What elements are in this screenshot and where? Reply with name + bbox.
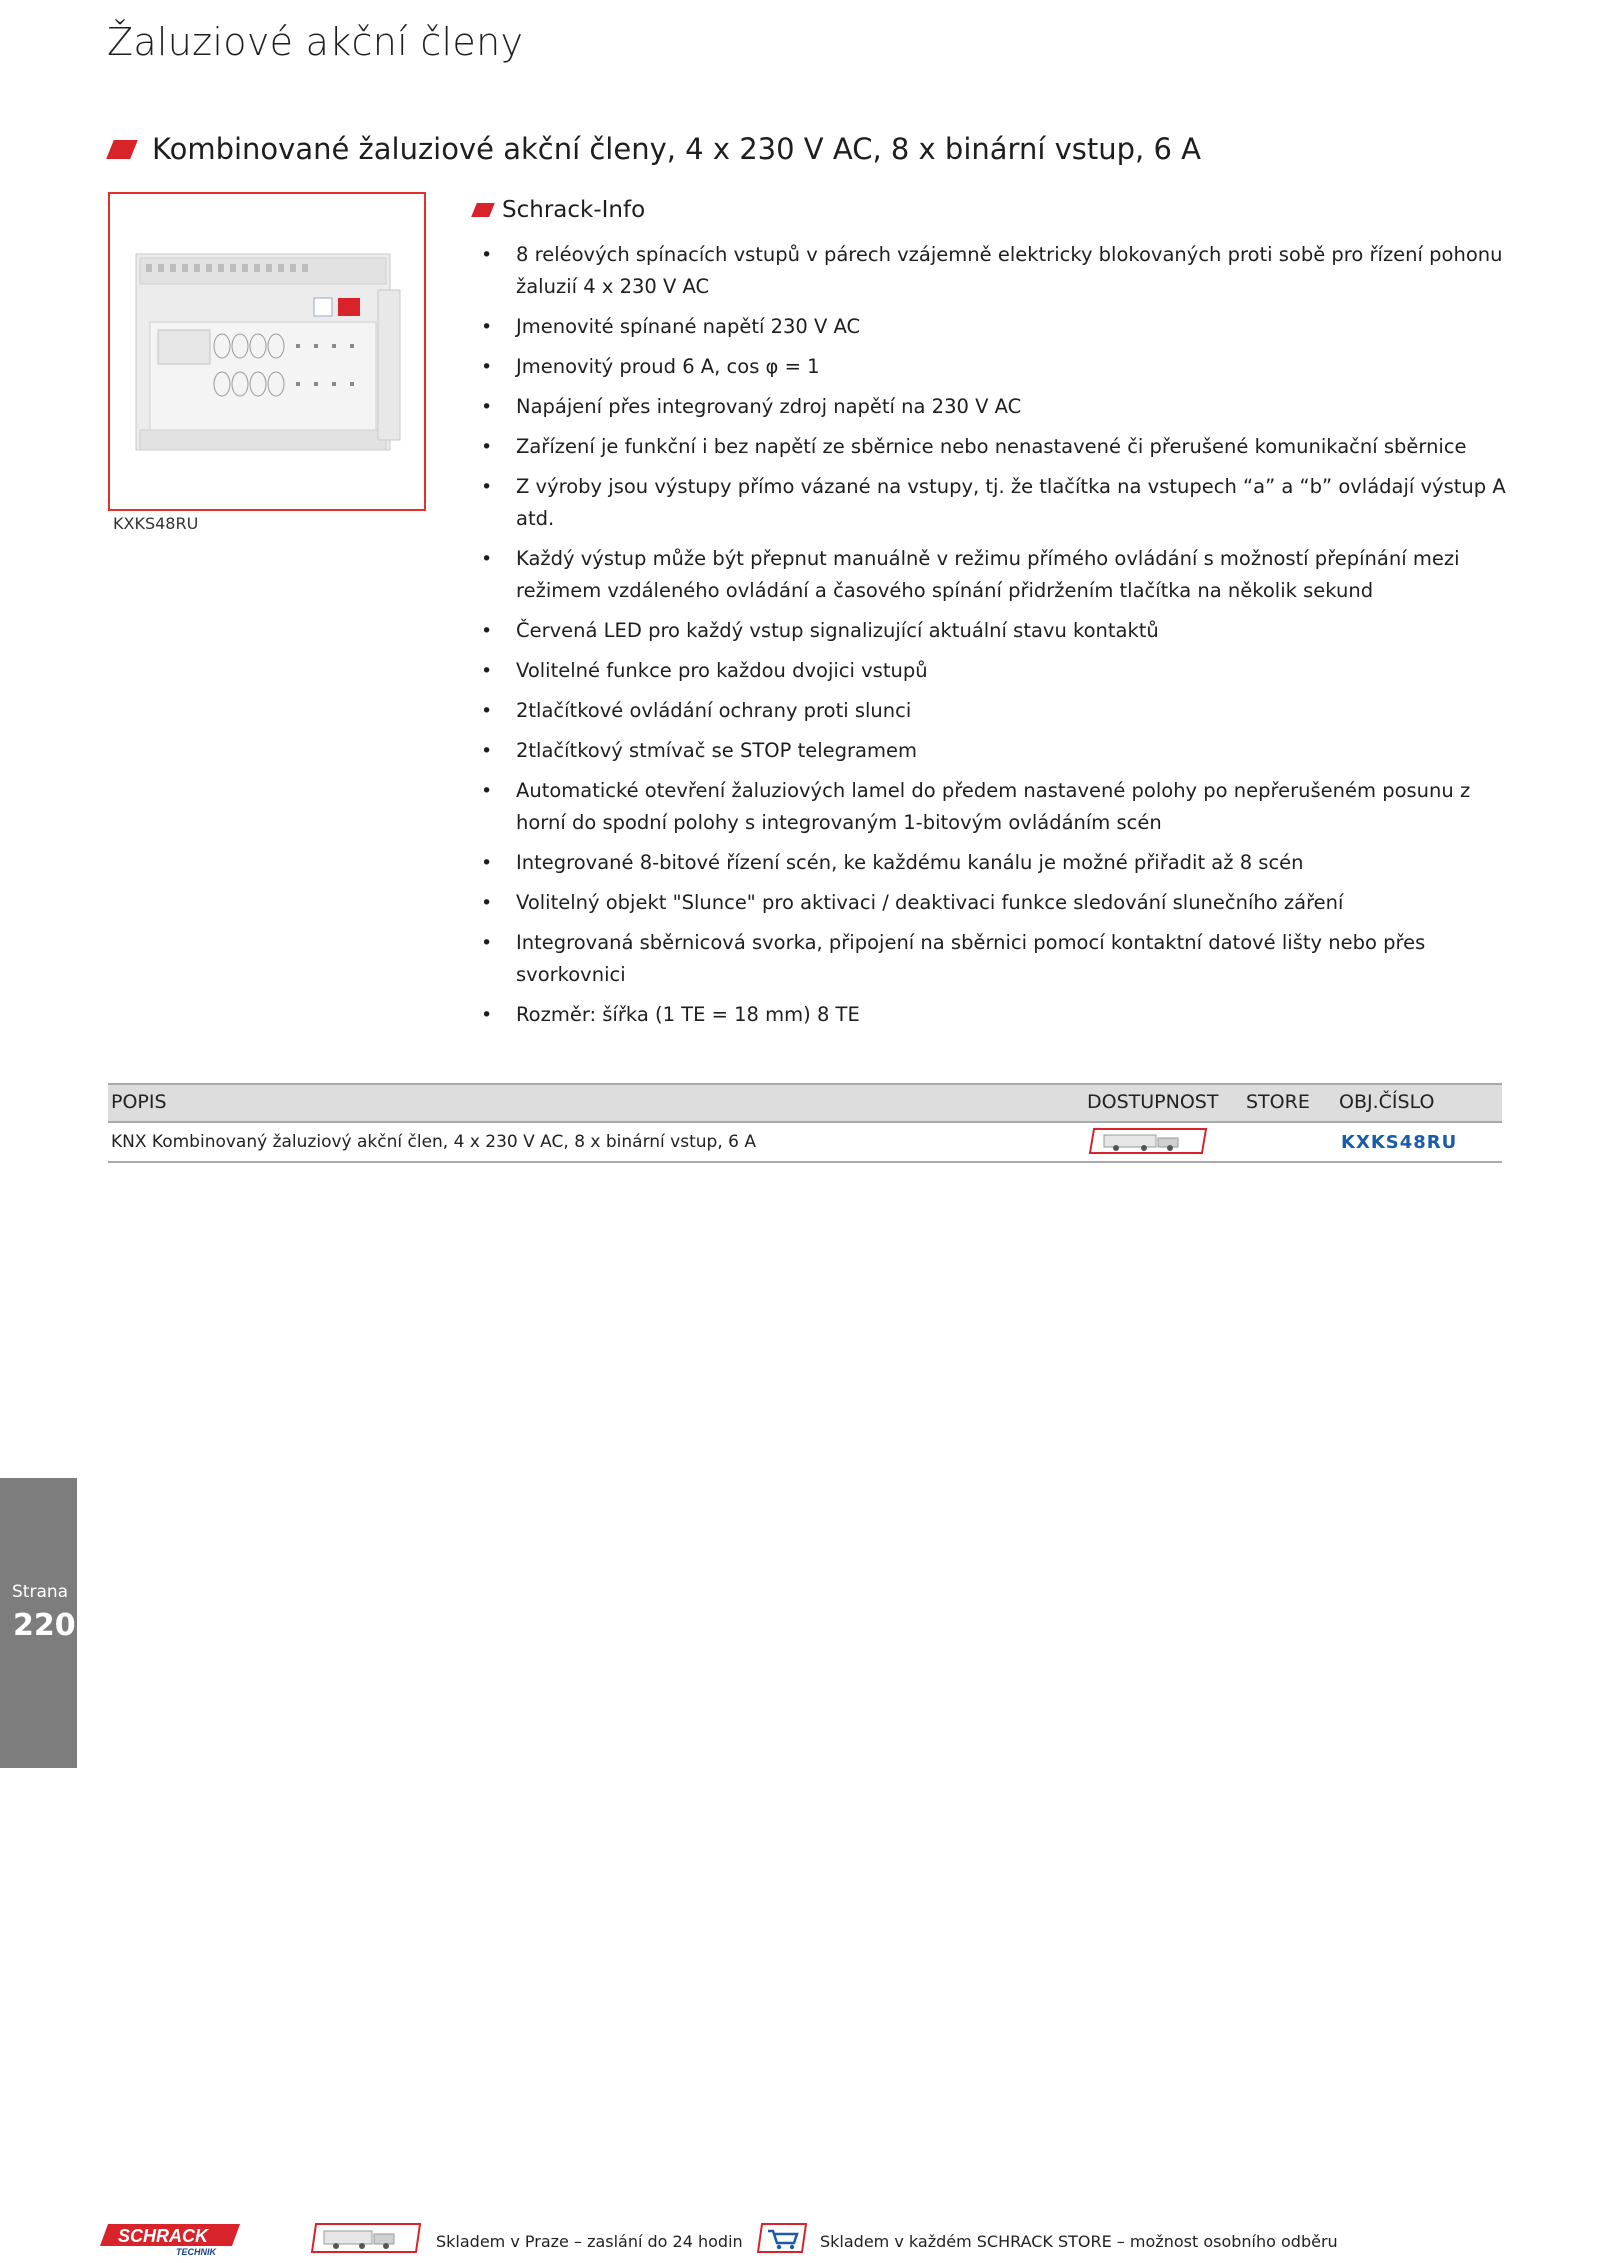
feature-item: • Volitelné funkce pro každou dvojici vstupů: [516, 655, 1506, 687]
feature-item: • Integrované 8-bitové řízení scén, ke každému kanálu je možné přiřadit až 8 scén: [516, 847, 1506, 879]
feature-item: • Napájení přes integrovaný zdroj napětí na 230 V AC: [516, 391, 1506, 423]
store-legend-text: Skladem v každém SCHRACK STORE – možnost osobního odběru: [820, 2232, 1338, 2251]
table-row: [108, 1123, 1502, 1163]
feature-item: • Každý výstup může být přepnut manuálně v režimu přímého ovládání s možností přepínání mezi režimem vzdáleného ovládání a časového spínání přidržením tlačítka na několik sekund: [516, 543, 1506, 607]
feature-item: • Zařízení je funkční i bez napětí ze sběrnice nebo nenastavené či přerušené komunikační sběrnice: [516, 431, 1506, 463]
section-marker-icon: [106, 140, 138, 159]
column-header-store: STORE: [1246, 1091, 1310, 1113]
column-header-order-no: OBJ.ČÍSLO: [1339, 1091, 1435, 1113]
section-title: Kombinované žaluziové akční členy, 4 x 230 V AC, 8 x binární vstup, 6 A: [152, 132, 1201, 166]
info-heading: [474, 197, 645, 223]
section-heading: [110, 132, 1201, 166]
delivery-truck-icon: [1088, 1127, 1208, 1155]
page-number: 220: [13, 1608, 76, 1643]
knx-actuator-device-image: [110, 194, 424, 509]
page-label: Strana: [12, 1582, 69, 1602]
footer: [98, 2220, 1518, 2260]
feature-item: • Červená LED pro každý vstup signalizující aktuální stavu kontaktů: [516, 615, 1506, 647]
feature-item: • Jmenovitý proud 6 A, cos φ = 1: [516, 351, 1506, 383]
feature-item: • Rozměr: šířka (1 TE = 18 mm) 8 TE: [516, 999, 1506, 1031]
svg-text:SCHRACK: SCHRACK: [118, 2226, 208, 2246]
feature-item: • Jmenovité spínané napětí 230 V AC: [516, 311, 1506, 343]
info-title: Schrack-Info: [502, 197, 646, 223]
product-code: KXKS48RU: [113, 514, 199, 533]
table-header: [108, 1083, 1502, 1123]
feature-item: • Volitelný objekt "Slunce" pro aktivaci / deaktivaci funkce sledování slunečního záření: [516, 887, 1506, 919]
truck-legend-text: Skladem v Praze – zaslání do 24 hodin: [436, 2232, 743, 2251]
schrack-logo: [98, 2222, 242, 2256]
feature-item: • Z výroby jsou výstupy přímo vázané na vstupy, tj. že tlačítka na vstupech “a” a “b” ovládají výstup A atd.: [516, 471, 1506, 535]
row-description: KNX Kombinovaný žaluziový akční člen, 4 x 230 V AC, 8 x binární vstup, 6 A: [111, 1132, 756, 1152]
feature-item: • 2tlačítkové ovládání ochrany proti slunci: [516, 695, 1506, 727]
product-table: [108, 1083, 1502, 1163]
order-number-link[interactable]: KXKS48RU: [1341, 1132, 1458, 1153]
store-cart-legend-icon: [756, 2222, 808, 2254]
feature-item: • 2tlačítkový stmívač se STOP telegramem: [516, 735, 1506, 767]
svg-text:TECHNIK: TECHNIK: [176, 2247, 216, 2256]
feature-list: [516, 239, 1506, 1039]
product-image: [108, 192, 426, 511]
info-marker-icon: [471, 203, 495, 217]
column-header-availability: DOSTUPNOST: [1087, 1091, 1219, 1113]
feature-item: • Integrovaná sběrnicová svorka, připojení na sběrnici pomocí kontaktní datové lišty nebo přes svorkovnici: [516, 927, 1506, 991]
truck-legend-icon: [310, 2222, 422, 2254]
feature-item: • 8 reléových spínacích vstupů v párech vzájemně elektricky blokovaných proti sobě pro řízení pohonu žaluzií 4 x 230 V AC: [516, 239, 1506, 303]
column-header-description: POPIS: [111, 1091, 167, 1113]
feature-item: • Automatické otevření žaluziových lamel do předem nastavené polohy po nepřerušeném posunu z horní do spodní polohy s integrovaným 1-bitovým ovládáním scén: [516, 775, 1506, 839]
page-title: Žaluziové akční členy: [107, 20, 524, 64]
page-tab: [0, 1478, 77, 1768]
